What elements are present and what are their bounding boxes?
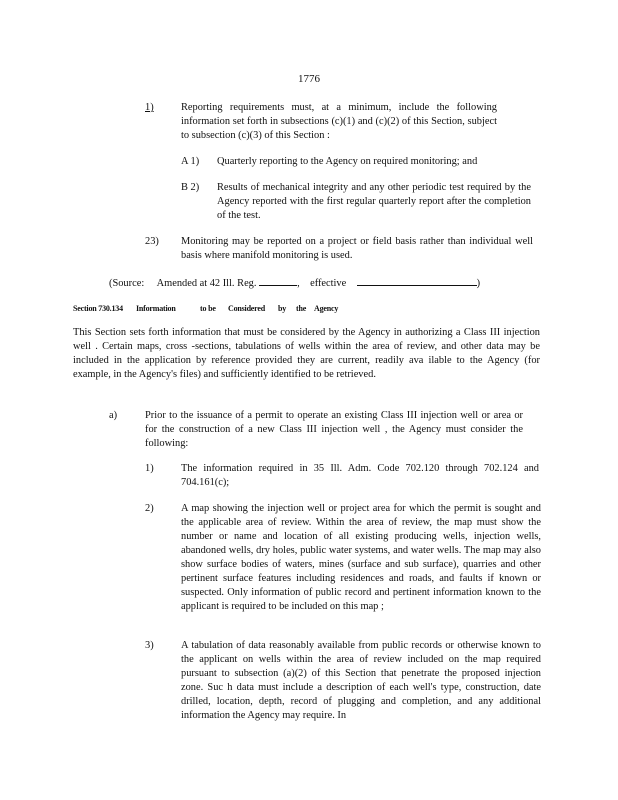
source-amended: Amended at 42 Ill. Reg. xyxy=(156,278,257,289)
subitem-1-number: 1) xyxy=(145,463,154,474)
subitem-3-number: 3) xyxy=(145,640,154,651)
section-heading-word: to be xyxy=(200,304,216,313)
subitem-3-text: A tabulation of data reasonably available from public records or otherwise known to the applicant on wells within the area of review included on the map required pursuant to subsection (a)(2) of this Section that penetrate the proposed injection zone. Suc h data must include a description of each well's type, construction, date drilled, location, depth, record of plugging and completion, and any additional information the Agency may require. In xyxy=(181,640,541,721)
item-a-text: Prior to the issuance of a permit to operate an existing Class III injection well or area or for the construction of a new Class III injection well , the Agency must consider the following: xyxy=(145,410,523,449)
source-reg-blank xyxy=(259,275,297,286)
item-1-text: Reporting requirements must, at a minimum, include the following information set forth in subsections (c)(1) and (c)(2) of this Section, subject to subsection (c)(3) of this Section : xyxy=(181,102,497,141)
section-heading xyxy=(73,302,338,316)
item-1-number: 1) xyxy=(145,102,154,113)
item-a1-number: A 1) xyxy=(181,156,200,167)
intro-paragraph: This Section sets forth information that must be considered by the Agency in authorizing a Class III injection well . Certain maps, cross -sections, tabulations of wells within the area of review, and other data may be included in the application by reference provided they are current, readily ava ilable to the Agency (for example, in the Agency's files) and sufficiently identified to be retrieved. xyxy=(73,327,540,380)
section-heading-word: Agency xyxy=(314,304,339,313)
item-23-number: 23) xyxy=(145,236,159,247)
section-heading-word: Information xyxy=(136,304,176,313)
section-heading-word: Considered xyxy=(228,304,265,313)
section-heading-word: the xyxy=(296,304,307,313)
source-line xyxy=(109,275,480,291)
item-b2-text: Results of mechanical integrity and any other periodic test required by the Agency reported with the first regular quarterly report after the completion of the test. xyxy=(217,182,531,221)
subitem-1-text: The information required in 35 Ill. Adm. Code 702.120 through 702.124 and 704.161(c); xyxy=(181,463,539,488)
subitem-2-text: A map showing the injection well or project area for which the permit is sought and the applicable area of review. Within the area of review, the map must show the number or name and location of all existing producing wells, injection wells, abandoned wells, dry holes, public water systems, and water wells. The map may also show surface bodies of waters, mines (surface and sub surface), quarries and other pertinent surface features including residences and roads, and faults if known or suspected. Only information of public record and pertinent information known to the applicant is required to be included on this map ; xyxy=(181,503,541,612)
section-heading-word: by xyxy=(278,304,287,313)
subitem-2-number: 2) xyxy=(145,503,154,514)
source-prefix: (Source: xyxy=(109,278,145,289)
item-23-text: Monitoring may be reported on a project or field basis rather than individual well basis where manifold monitoring is used. xyxy=(181,236,533,261)
source-effective: effective xyxy=(310,278,347,289)
item-a-number: a) xyxy=(109,410,118,421)
item-a1-text: Quarterly reporting to the Agency on required monitoring; and xyxy=(217,156,478,167)
source-close: ) xyxy=(476,278,481,289)
page-number: 1776 xyxy=(298,73,320,85)
source-effective-blank xyxy=(357,275,477,286)
source-comma: , xyxy=(297,278,300,289)
section-number: Section 730.134 xyxy=(73,304,123,313)
item-b2-number: B 2) xyxy=(181,182,200,193)
